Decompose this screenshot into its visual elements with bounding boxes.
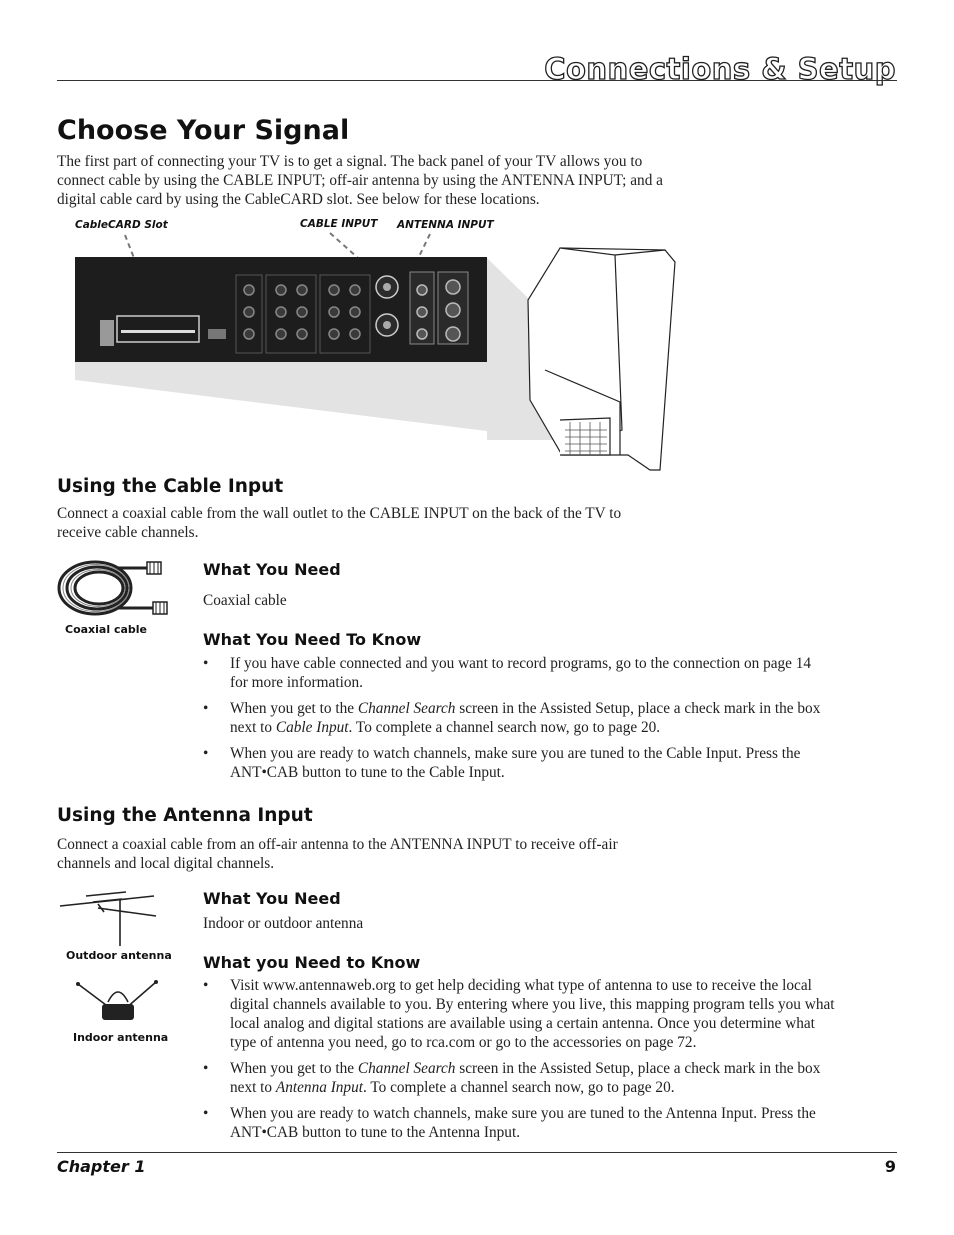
outdoor-antenna-icon: [58, 890, 158, 948]
cable-section-intro: [57, 504, 757, 542]
footer-rule: [57, 1152, 897, 1153]
page-title: Choose Your Signal: [57, 115, 350, 146]
antenna-need-text: Indoor or outdoor antenna: [203, 915, 364, 932]
antenna-intro-line: channels and local digital channels.: [57, 855, 275, 872]
outdoor-antenna-caption: Outdoor antenna: [66, 949, 172, 962]
cable-need-heading: What You Need: [203, 560, 341, 579]
intro-line: connect cable by using the CABLE INPUT; off-air antenna by using the ANTENNA INPUT; and a: [57, 172, 663, 189]
antenna-section-intro: [57, 835, 757, 873]
intro-line: The first part of connecting your TV is to get a signal. The back panel of your TV allows you to: [57, 153, 643, 170]
list-item: • When you are ready to watch channels, make sure you are tuned to the Cable Input. Press the ANT•CAB button to tune to the Cable Input.: [203, 744, 903, 782]
tv-back-panel-diagram: [0, 0, 954, 480]
cable-know-heading: What You Need To Know: [203, 630, 422, 649]
antenna-input-label: ANTENNA INPUT: [397, 219, 494, 231]
coaxial-cable-caption: Coaxial cable: [65, 623, 147, 636]
list-item: • When you get to the Channel Search screen in the Assisted Setup, place a check mark in the box next to Antenna Input. To complete a channel search now, go to page 20.: [203, 1059, 908, 1097]
footer-chapter: Chapter 1: [57, 1157, 146, 1176]
antenna-section-heading: Using the Antenna Input: [57, 805, 313, 826]
cable-intro-line: Connect a coaxial cable from the wall outlet to the CABLE INPUT on the back of the TV to: [57, 505, 622, 522]
list-item: • When you get to the Channel Search screen in the Assisted Setup, place a check mark in the box next to Cable Input. To complete a channel search now, go to page 20.: [203, 699, 903, 737]
indoor-antenna-icon: [70, 978, 166, 1028]
cable-need-text: Coaxial cable: [203, 592, 287, 609]
antenna-know-list: [203, 976, 908, 1149]
coaxial-cable-image: [55, 558, 175, 622]
antenna-need-heading: What You Need: [203, 889, 341, 908]
indoor-antenna-caption: Indoor antenna: [73, 1031, 169, 1044]
list-item: • When you are ready to watch channels, make sure you are tuned to the Antenna Input. Press the ANT•CAB button to tune to the Antenna Input.: [203, 1104, 908, 1142]
cable-input-label: CABLE INPUT: [300, 218, 378, 230]
cable-section-heading: Using the Cable Input: [57, 476, 284, 497]
list-item: • Visit www.antennaweb.org to get help deciding what type of antenna to use to receive the local digital channels available to you. By entering where you live, this mapping program tells you what local analog and digital stations are available using a certain antenna. Once you determine what type of antenna you need, go to rca.com or go to the accessories on page 72.: [203, 976, 908, 1052]
cablecard-slot-label: CableCARD Slot: [75, 219, 168, 231]
antenna-know-heading: What you Need to Know: [203, 953, 421, 972]
antenna-intro-line: Connect a coaxial cable from an off-air antenna to the ANTENNA INPUT to receive off-air: [57, 836, 618, 853]
list-item: • If you have cable connected and you want to record programs, go to the connection on page 14 for more information.: [203, 654, 903, 692]
cable-intro-line: receive cable channels.: [57, 524, 199, 541]
cable-know-list: [203, 654, 903, 789]
intro-line: digital cable card by using the CableCARD slot. See below for these locations.: [57, 191, 540, 208]
page-number: 9: [884, 1157, 896, 1176]
running-header-title: Connections & Setup: [544, 52, 896, 86]
